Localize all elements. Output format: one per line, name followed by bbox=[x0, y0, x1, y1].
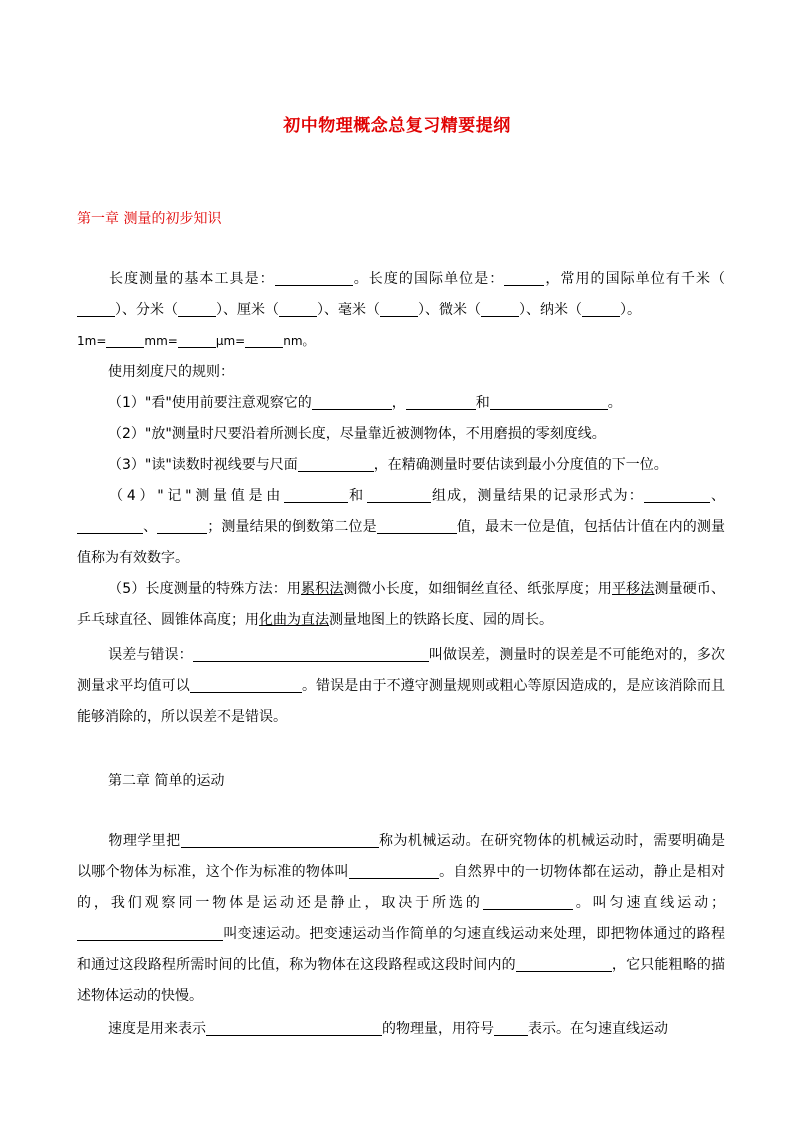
text: 的物理量，用符号 bbox=[382, 1021, 494, 1037]
text: ）、毫米（ bbox=[317, 302, 380, 318]
fill-blank bbox=[490, 393, 608, 410]
method-cumulative: 累积法 bbox=[300, 581, 344, 597]
text: 速度是用来表示 bbox=[108, 1021, 206, 1037]
fill-blank bbox=[106, 331, 144, 348]
text: ；测量结果的倒数第二位是 bbox=[207, 519, 377, 535]
fill-blank bbox=[181, 831, 379, 848]
text: 和 bbox=[348, 488, 367, 504]
text: 长度测量的基本工具是： bbox=[108, 271, 275, 287]
text: （2）"放"测量时尺要沿着所测长度，尽量靠近被测物体，不用磨损的零刻度线。 bbox=[108, 426, 606, 442]
fill-blank bbox=[275, 269, 353, 286]
text: mm= bbox=[144, 334, 178, 348]
rule-look bbox=[77, 388, 725, 419]
text: μm= bbox=[215, 334, 246, 348]
text: 值，最末一位是值，包括估计值在内的测量值称为有效数字。 bbox=[77, 519, 726, 566]
text: 表示。在匀速直线运动 bbox=[528, 1021, 668, 1037]
text: 物理学里把 bbox=[108, 833, 181, 849]
fill-blank bbox=[193, 645, 429, 662]
text: 和 bbox=[475, 395, 490, 411]
fill-blank bbox=[483, 893, 573, 910]
text: 。叫匀速直线运动； bbox=[572, 895, 726, 911]
text: nm。 bbox=[283, 334, 315, 348]
speed-paragraph bbox=[77, 1014, 725, 1045]
text: 测量硬币、乒乓球直径、圆锥体高度；用 bbox=[77, 581, 726, 628]
fill-blank bbox=[206, 1019, 382, 1036]
method-curve-to-line: 化曲为直法 bbox=[259, 612, 329, 628]
text: ，常用的国际单位有千米（ bbox=[544, 271, 726, 287]
text: 、 bbox=[143, 519, 158, 535]
fill-blank bbox=[377, 517, 457, 534]
fill-blank bbox=[406, 393, 476, 410]
text: 。 bbox=[607, 395, 622, 411]
text: 使用刻度尺的规则： bbox=[108, 364, 234, 380]
fill-blank bbox=[516, 955, 612, 972]
fill-blank bbox=[77, 300, 115, 317]
error-paragraph bbox=[77, 640, 725, 733]
document-title: 初中物理概念总复习精要提纲 bbox=[283, 116, 511, 136]
text: 叫变速运动。把变速运动当作简单的匀速直线运动来处理，即把物体通过的路程和通过这段路程所需时间的比值，称为物体在这段路程或这段时间内的 bbox=[77, 926, 725, 973]
method-translation: 平移法 bbox=[612, 581, 655, 597]
text: 误差与错误： bbox=[108, 647, 193, 663]
text: （5）长度测量的特殊方法：用 bbox=[108, 581, 301, 597]
rule-place bbox=[77, 419, 725, 450]
text: 叫做误差，测量时的误差是不可能绝对的，多次测量求平均值可以 bbox=[77, 647, 725, 694]
text: 。长度的国际单位是： bbox=[352, 271, 505, 287]
fill-blank bbox=[367, 486, 431, 503]
fill-blank bbox=[298, 455, 374, 472]
text: 测量地图上的铁路长度、园的周长。 bbox=[329, 612, 553, 628]
text: 称为机械运动。在研究物体的机械运动时，需要明确是以哪个物体为标准，这个作为标准的物体叫 bbox=[77, 833, 726, 880]
fill-blank bbox=[481, 300, 519, 317]
rule-record bbox=[77, 481, 725, 574]
text: ， bbox=[391, 395, 406, 411]
text: 组成，测量结果的记录形式为： bbox=[430, 488, 644, 504]
fill-blank bbox=[178, 331, 216, 348]
rule-read bbox=[77, 450, 725, 481]
text: ）、微米（ bbox=[418, 302, 481, 318]
fill-blank bbox=[77, 924, 223, 941]
text: ，它只能粗略的描述物体运动的快慢。 bbox=[77, 957, 726, 1004]
fill-blank bbox=[178, 300, 216, 317]
ruler-rules-heading bbox=[77, 357, 725, 388]
text: 测微小长度，如细铜丝直径、纸张厚度；用 bbox=[343, 581, 613, 597]
text: ）、纳米（ bbox=[519, 302, 582, 318]
fill-blank bbox=[190, 676, 302, 693]
fill-blank bbox=[284, 486, 348, 503]
text: （4）"记"测量值是由 bbox=[108, 488, 284, 504]
text: ）、分米（ bbox=[115, 302, 178, 318]
rule-special-methods bbox=[77, 574, 725, 636]
text: （3）"读"读数时视线要与尺面 bbox=[108, 457, 298, 473]
fill-blank bbox=[279, 300, 317, 317]
mechanical-motion-paragraph bbox=[77, 826, 725, 1012]
chapter-1-heading: 第一章 测量的初步知识 bbox=[77, 211, 222, 227]
fill-blank bbox=[504, 269, 544, 286]
fill-blank bbox=[245, 331, 283, 348]
fill-blank bbox=[157, 517, 207, 534]
text: ，在精确测量时要估读到最小分度值的下一位。 bbox=[373, 457, 668, 473]
fill-blank bbox=[380, 300, 418, 317]
fill-blank bbox=[582, 300, 620, 317]
fill-blank bbox=[349, 862, 439, 879]
chapter-2-heading: 第二章 简单的运动 bbox=[108, 773, 225, 789]
text: （1）"看"使用前要注意观察它的 bbox=[108, 395, 312, 411]
fill-blank bbox=[77, 517, 143, 534]
text: ）。 bbox=[620, 302, 641, 318]
text: 。自然界中的一切物体都在运动，静止是相对的，我们观察同一物体是运动还是静止，取决于所选的 bbox=[77, 864, 726, 911]
fill-blank bbox=[312, 393, 392, 410]
text: ）、厘米（ bbox=[216, 302, 279, 318]
text: 1m= bbox=[77, 334, 107, 348]
fill-blank bbox=[494, 1019, 528, 1036]
text: 。错误是由于不遵守测量规则或粗心等原因造成的，是应该消除而且能够消除的，所以误差不是错误。 bbox=[77, 678, 725, 725]
fill-blank bbox=[644, 486, 710, 503]
text: 、 bbox=[709, 488, 726, 504]
length-measurement-paragraph bbox=[77, 264, 725, 357]
